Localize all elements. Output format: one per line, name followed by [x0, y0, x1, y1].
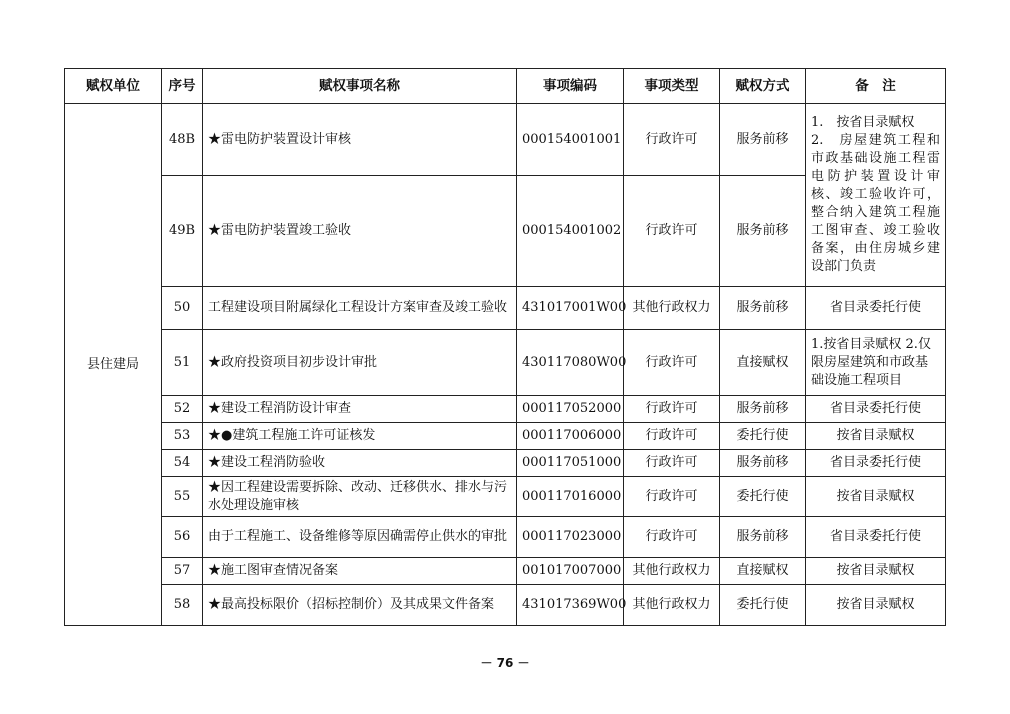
row-note: 省目录委托行使 [806, 287, 946, 330]
header-type: 事项类型 [624, 69, 720, 104]
row-type: 行政许可 [624, 450, 720, 477]
row-code: 430117080W00 [517, 330, 624, 396]
row-name: ★建设工程消防验收 [203, 450, 517, 477]
row-name: ★建设工程消防设计审查 [203, 396, 517, 423]
row-type: 行政许可 [624, 104, 720, 176]
page-number: － 76 － [480, 656, 530, 670]
row-note: 按省目录赋权 [806, 477, 946, 517]
row-name: ★政府投资项目初步设计审批 [203, 330, 517, 396]
row-no: 58 [162, 585, 203, 626]
row-code: 000154001002 [517, 176, 624, 287]
row-name: ★因工程建设需要拆除、改动、迁移供水、排水与污水处理设施审核 [203, 477, 517, 517]
authorization-table [64, 68, 946, 626]
row-type: 行政许可 [624, 396, 720, 423]
row-mode: 服务前移 [720, 104, 806, 176]
row-code: 000117016000 [517, 477, 624, 517]
table-row [65, 585, 946, 626]
row-type: 其他行政权力 [624, 287, 720, 330]
row-mode: 服务前移 [720, 517, 806, 558]
row-name: 工程建设项目附属绿化工程设计方案审查及竣工验收 [203, 287, 517, 330]
header-unit: 赋权单位 [65, 69, 162, 104]
row-mode: 服务前移 [720, 396, 806, 423]
row-type: 行政许可 [624, 176, 720, 287]
row-mode: 服务前移 [720, 176, 806, 287]
table-row [65, 104, 946, 176]
row-name: ★●建筑工程施工许可证核发 [203, 423, 517, 450]
row-code: 001017007000 [517, 558, 624, 585]
table-row [65, 423, 946, 450]
row-no: 56 [162, 517, 203, 558]
table-row [65, 558, 946, 585]
row-no: 50 [162, 287, 203, 330]
row-note: 1.按省目录赋权 2.仅限房屋建筑和市政基础设施工程项目 [806, 330, 946, 396]
row-type: 行政许可 [624, 477, 720, 517]
row-no: 51 [162, 330, 203, 396]
table-row [65, 287, 946, 330]
row-mode: 直接赋权 [720, 330, 806, 396]
row-type: 行政许可 [624, 330, 720, 396]
row-no: 48B [162, 104, 203, 176]
header-no: 序号 [162, 69, 203, 104]
row-note: 按省目录赋权 [806, 558, 946, 585]
row-no: 49B [162, 176, 203, 287]
row-mode: 委托行使 [720, 477, 806, 517]
table-row [65, 450, 946, 477]
row-name: 由于工程施工、设备维修等原因确需停止供水的审批 [203, 517, 517, 558]
row-mode: 服务前移 [720, 450, 806, 477]
row-name: ★雷电防护装置竣工验收 [203, 176, 517, 287]
row-mode: 服务前移 [720, 287, 806, 330]
merged-note: 1. 按省目录赋权 2. 房屋建筑工程和市政基础设施工程雷电防护装置设计审核、竣工验收许可，整合纳入建筑工程施工图审查、竣工验收备案，由住房城乡建设部门负责 [806, 104, 946, 287]
row-note: 按省目录赋权 [806, 585, 946, 626]
unit-cell: 县住建局 [65, 104, 162, 626]
row-type: 行政许可 [624, 423, 720, 450]
row-type: 其他行政权力 [624, 558, 720, 585]
table-row [65, 396, 946, 423]
row-mode: 委托行使 [720, 423, 806, 450]
header-row [65, 69, 946, 104]
row-no: 53 [162, 423, 203, 450]
row-code: 431017369W00 [517, 585, 624, 626]
row-name: ★最高投标限价（招标控制价）及其成果文件备案 [203, 585, 517, 626]
row-code: 431017001W00 [517, 287, 624, 330]
table-row [65, 517, 946, 558]
row-no: 52 [162, 396, 203, 423]
row-note: 省目录委托行使 [806, 450, 946, 477]
header-code: 事项编码 [517, 69, 624, 104]
row-name: ★雷电防护装置设计审核 [203, 104, 517, 176]
row-code: 000117006000 [517, 423, 624, 450]
row-note: 省目录委托行使 [806, 396, 946, 423]
row-note: 按省目录赋权 [806, 423, 946, 450]
header-name: 赋权事项名称 [203, 69, 517, 104]
row-code: 000117023000 [517, 517, 624, 558]
row-code: 000117052000 [517, 396, 624, 423]
row-note: 省目录委托行使 [806, 517, 946, 558]
row-code: 000117051000 [517, 450, 624, 477]
table-row [65, 330, 946, 396]
header-mode: 赋权方式 [720, 69, 806, 104]
row-mode: 委托行使 [720, 585, 806, 626]
row-type: 其他行政权力 [624, 585, 720, 626]
row-name: ★施工图审查情况备案 [203, 558, 517, 585]
row-no: 55 [162, 477, 203, 517]
table-row [65, 477, 946, 517]
row-no: 54 [162, 450, 203, 477]
row-code: 000154001001 [517, 104, 624, 176]
row-mode: 直接赋权 [720, 558, 806, 585]
header-note: 备 注 [806, 69, 946, 104]
row-no: 57 [162, 558, 203, 585]
row-type: 行政许可 [624, 517, 720, 558]
